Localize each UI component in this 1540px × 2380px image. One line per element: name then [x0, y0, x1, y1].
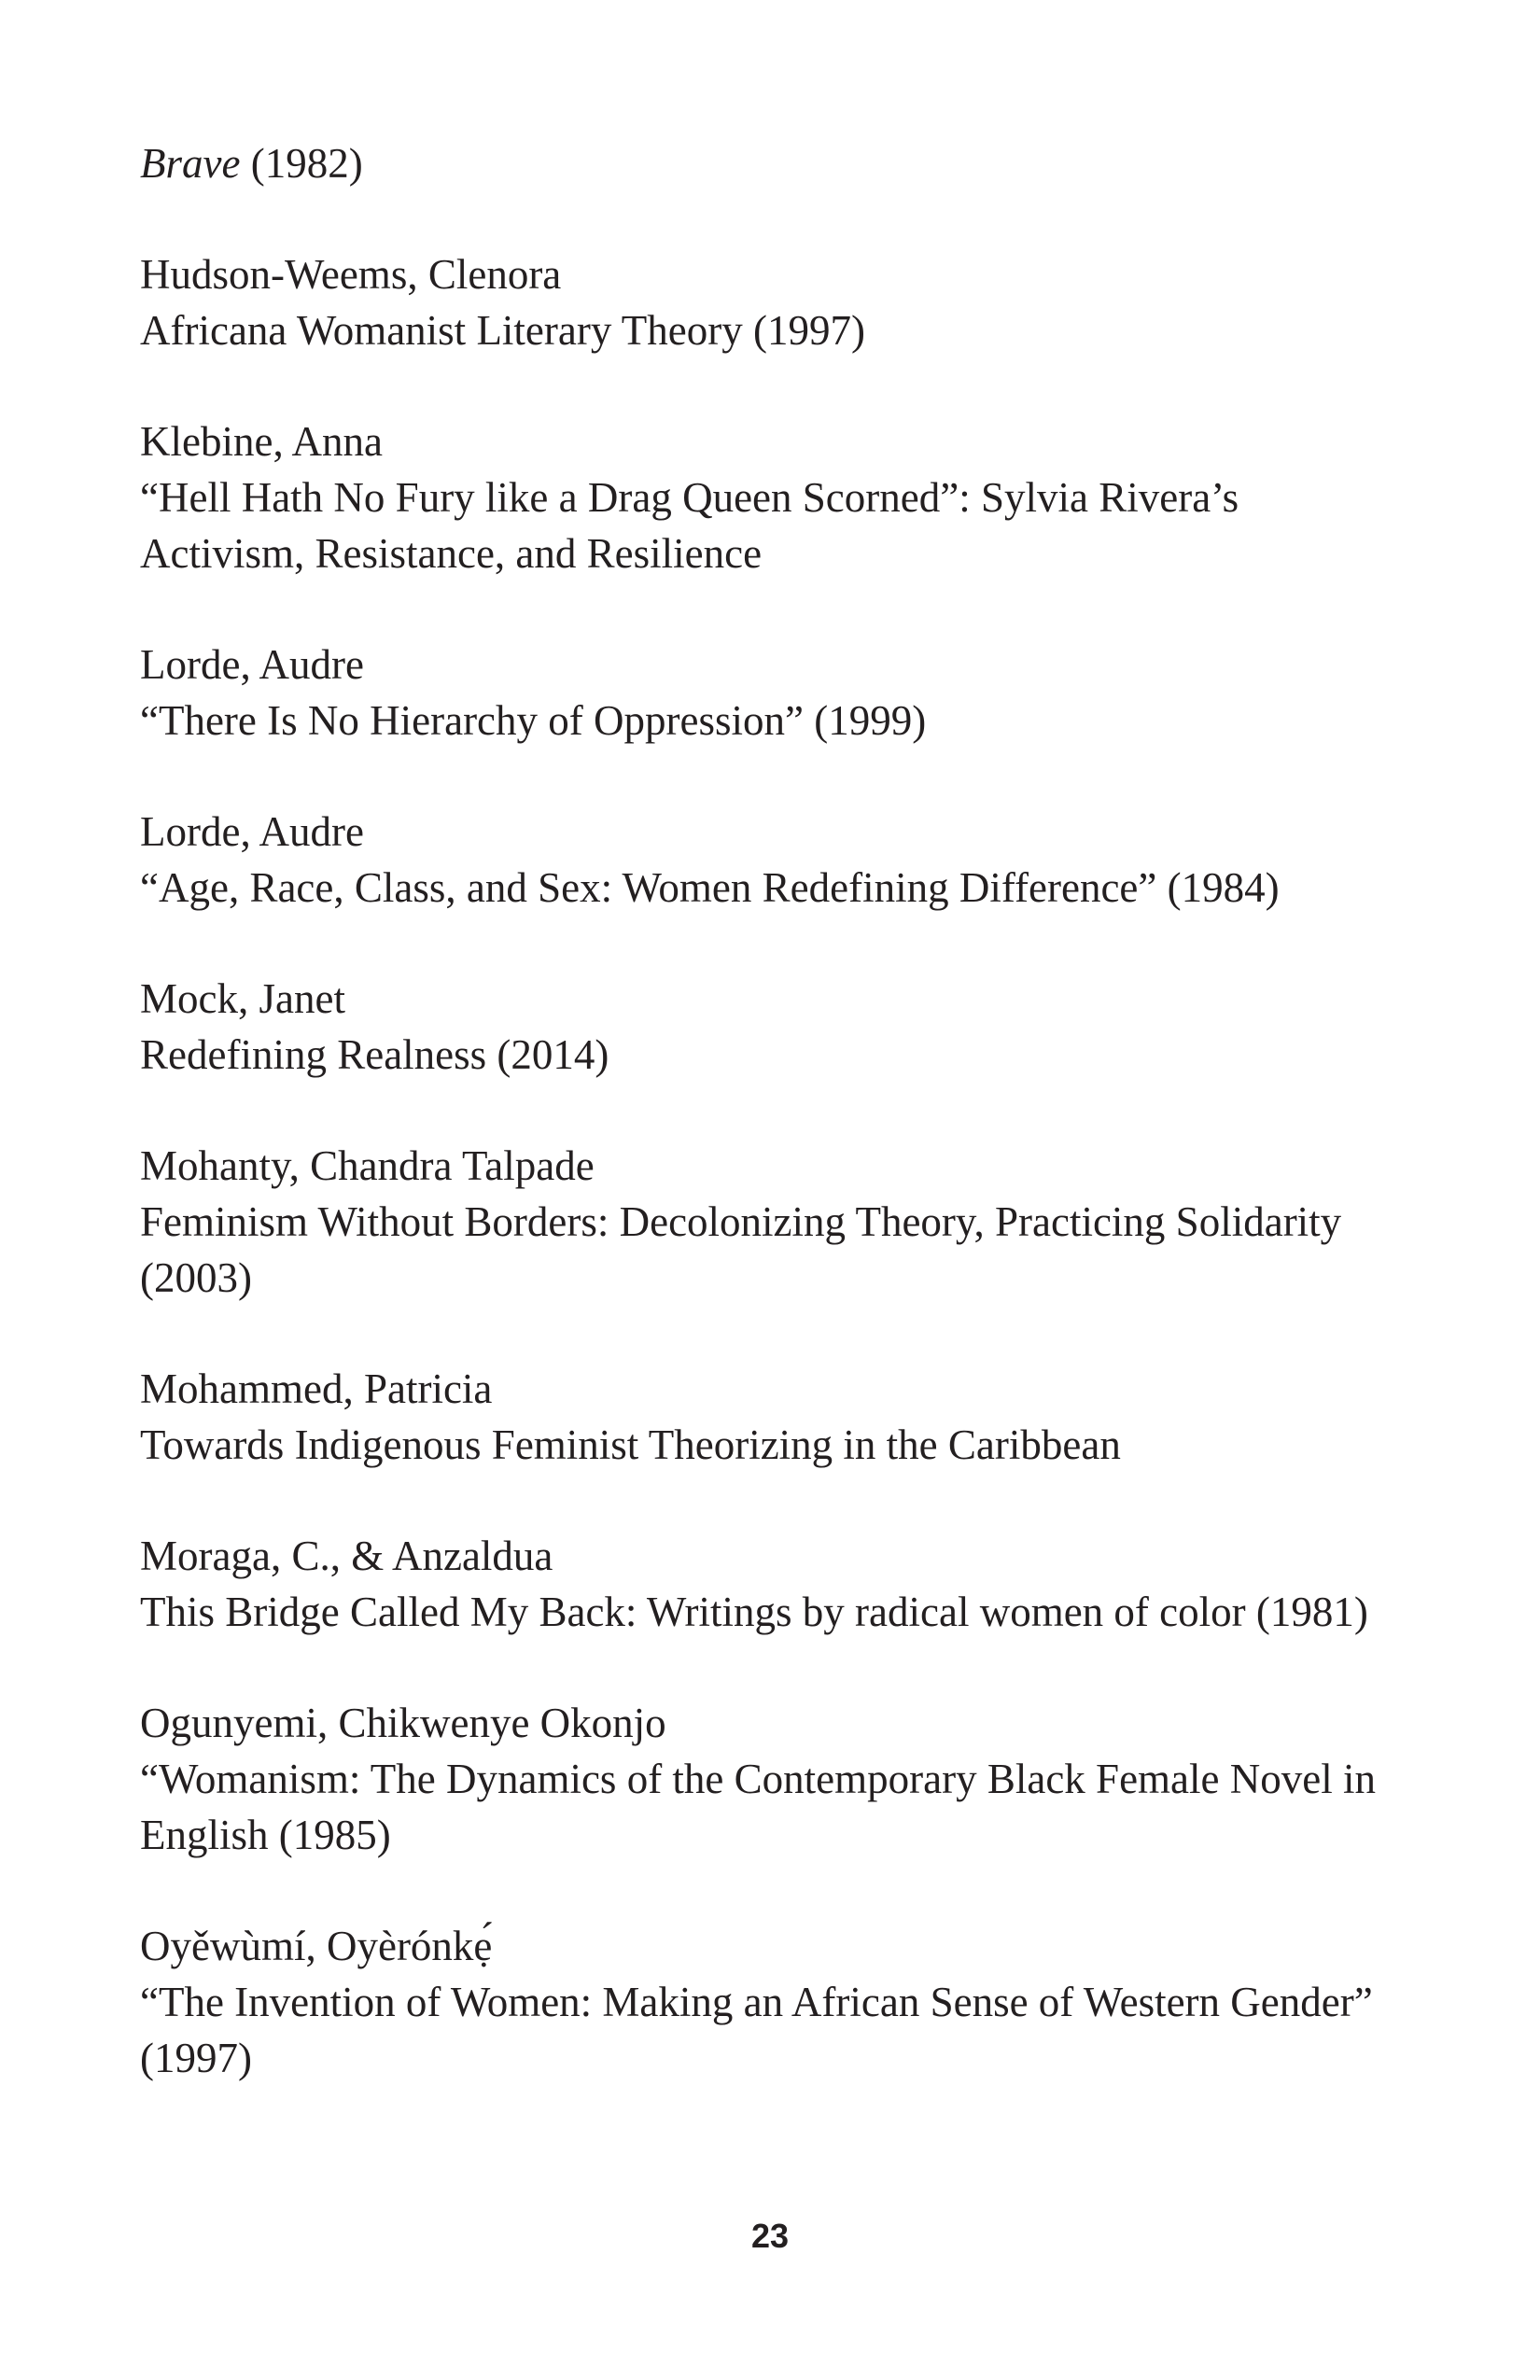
bibliography-entry	[140, 637, 1409, 749]
bibliography-entry	[140, 1528, 1409, 1640]
entry-title: This Bridge Called My Back: Writings by radical women of color (1981)	[140, 1589, 1368, 1635]
entry-author: Klebine, Anna	[140, 418, 383, 465]
entry-title: Feminism Without Borders: Decolonizing Theory, Practicing Solidarity (2003)	[140, 1198, 1342, 1301]
entry-author: Ogunyemi, Chikwenye Okonjo	[140, 1700, 666, 1746]
entry-author: Moraga, C., & Anzaldua	[140, 1533, 553, 1579]
entry-title-italic: Brave	[140, 140, 241, 187]
entry-title: Redefining Realness (2014)	[140, 1031, 609, 1078]
entry-author: Lorde, Audre	[140, 641, 364, 688]
entry-author: Mohanty, Chandra Talpade	[140, 1142, 595, 1189]
entry-title: Towards Indigenous Feminist Theorizing in the Caribbean	[140, 1421, 1121, 1468]
bibliography-entry	[140, 246, 1409, 358]
entry-title: “Age, Race, Class, and Sex: Women Redefining Difference” (1984)	[140, 864, 1280, 911]
entry-title: “There Is No Hierarchy of Oppression” (1999)	[140, 697, 927, 744]
bibliography-entry	[140, 1138, 1409, 1306]
bibliography-entry	[140, 1695, 1409, 1863]
bibliography-entry	[140, 1361, 1409, 1473]
entry-title: “Hell Hath No Fury like a Drag Queen Scorned”: Sylvia Rivera’s Activism, Resistance, and Resilience	[140, 474, 1239, 577]
bibliography-entry	[140, 413, 1409, 581]
entry-title: Africana Womanist Literary Theory (1997)	[140, 307, 865, 354]
entry-author: Oyěwùmí, Oyèrónkẹ́	[140, 1923, 493, 1969]
entry-year: (1982)	[240, 140, 363, 187]
bibliography-entry	[140, 804, 1409, 916]
entry-author: Mock, Janet	[140, 975, 345, 1022]
bibliography-entry	[140, 1918, 1409, 2086]
page-number: 23	[750, 2217, 790, 2255]
bibliography-list	[140, 135, 1409, 2141]
bibliography-entry-brave	[140, 135, 1409, 191]
bibliography-entry	[140, 971, 1409, 1083]
entry-title: “Womanism: The Dynamics of the Contemporary Black Female Novel in English (1985)	[140, 1756, 1376, 1858]
entry-title-line	[140, 135, 1409, 191]
entry-author: Mohammed, Patricia	[140, 1365, 493, 1412]
entry-author: Lorde, Audre	[140, 808, 364, 855]
entry-title: “The Invention of Women: Making an African Sense of Western Gender” (1997)	[140, 1979, 1373, 2081]
entry-author: Hudson-Weems, Clenora	[140, 251, 562, 298]
